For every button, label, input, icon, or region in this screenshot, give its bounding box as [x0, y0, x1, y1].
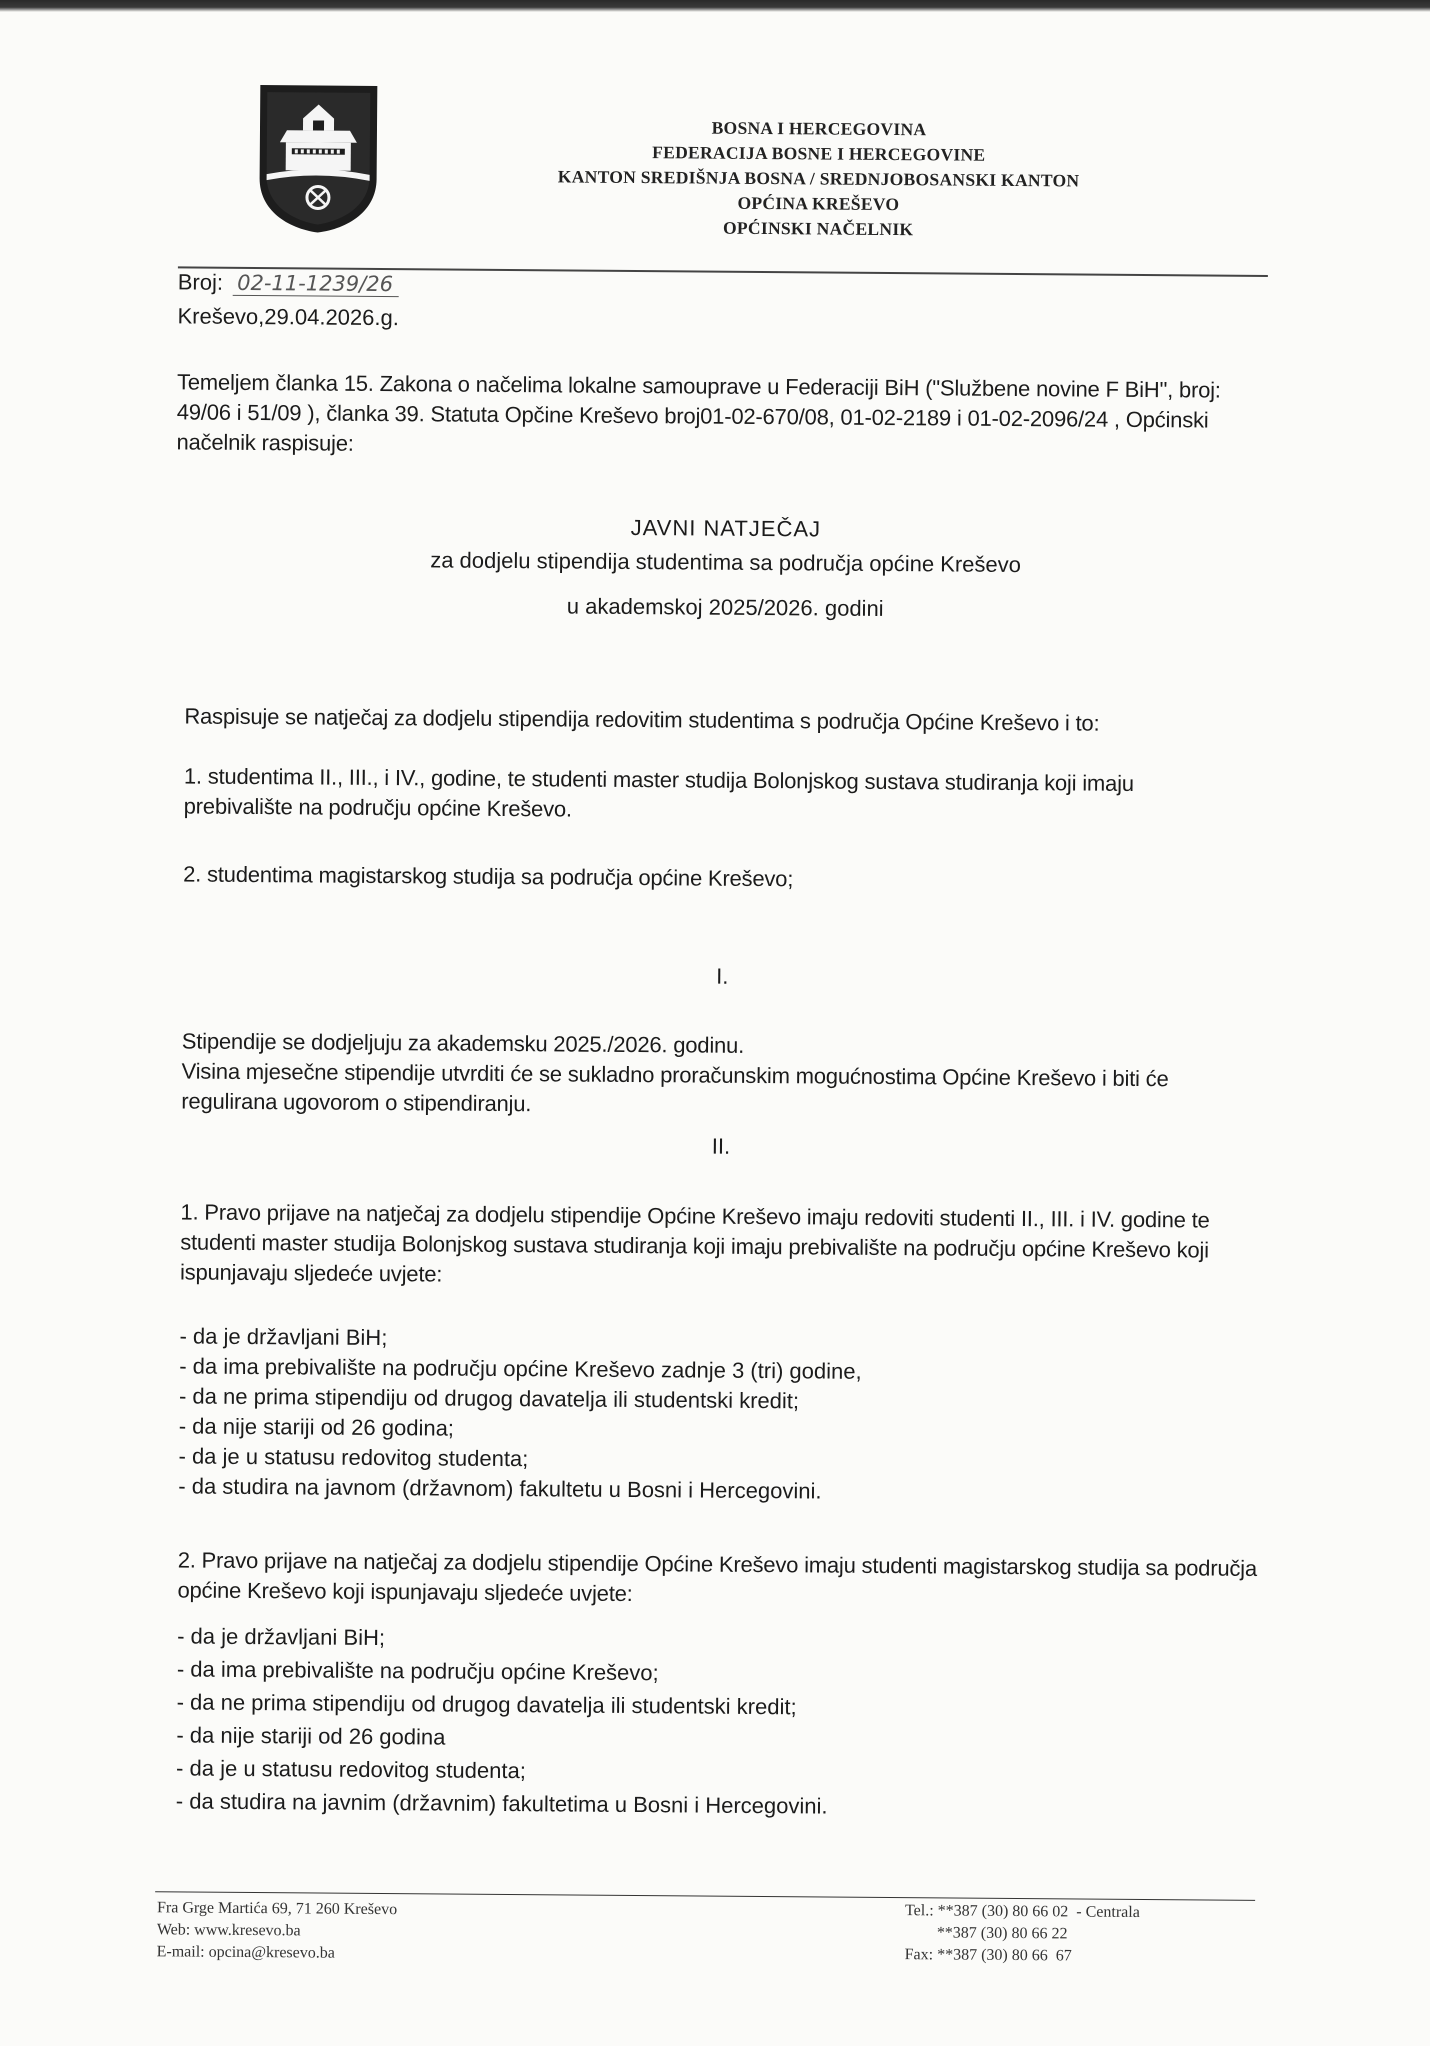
- list-item: - da ima prebivalište na području općine Kreševo;: [176, 1656, 659, 1686]
- list-item: - da je državljani BiH;: [177, 1623, 386, 1651]
- document-title: JAVNI NATJEČAJ: [630, 514, 822, 542]
- eligibility-item-1: 1. studentima II., III., i IV., godine, te studenti master studija Bolonjskog sustava studiranja koji imaju prebivalište na području općine Kreševo.: [183, 763, 1134, 822]
- header-line-municipality: OPĆINA KREŠEVO: [737, 192, 900, 215]
- header-line-country: BOSNA I HERCEGOVINA: [711, 117, 927, 140]
- reference-value-handwritten: 02-11-1239/26: [233, 271, 399, 297]
- list-item: - da je u statusu redovitog studenta;: [178, 1443, 529, 1472]
- section-1-text: Stipendije se dodjeljuju za akademsku 2025./2026. godinu. Visina mjesečne stipendije utvrditi će se sukladno proračunskim mogućnostima Općine Kreševo i biti će regulirana ugovorom o stipendiranju.: [181, 1028, 1169, 1117]
- document-subtitle-year: u akademskoj 2025/2026. godini: [566, 593, 884, 621]
- section-numeral-2: II.: [711, 1133, 731, 1159]
- footer-tel-central: Tel.: **387 (30) 80 66 02 - Centrala: [904, 1902, 1140, 1922]
- footer-contact: [157, 1897, 398, 1965]
- footer-phones: [905, 1900, 1140, 1968]
- header-line-office: OPĆINSKI NAČELNIK: [722, 217, 914, 240]
- eligibility-item-2: 2. studentima magistarskog studija sa područja općine Kreševo;: [183, 861, 794, 892]
- list-item: - da je državljani BiH;: [179, 1323, 388, 1351]
- section-2-paragraph-1: 1. Pravo prijave na natječaj za dodjelu stipendije Općine Kreševo imaju redoviti studenti II., III. i IV. godine te studenti master studija Bolonjskog sustava studiranja koji imaju prebivalište na području općine Kreševo koji ispunjavaju sljedeće uvjete:: [179, 1199, 1210, 1287]
- list-item: - da studira na javnom (državnom) fakultetu u Bosni i Hercegovini.: [178, 1473, 822, 1504]
- show-through-text: [286, 472, 292, 495]
- reference-number: [178, 269, 399, 297]
- list-item: - da ne prima stipendiju od drugog davatelja ili studentski kredit;: [176, 1689, 797, 1720]
- list-item: - da nije stariji od 26 godina;: [178, 1413, 455, 1441]
- header-line-canton: KANTON SREDIŠNJA BOSNA / SREDNJOBOSANSKI KANTON: [557, 166, 1080, 191]
- section-2-paragraph-2: 2. Pravo prijave na natječaj za dodjelu stipendije Općine Kreševo imaju studenti magistarskog studija sa područja općine Kreševo koji ispunjavaju sljedeće uvjete:: [177, 1547, 1258, 1607]
- conditions-list-1: [178, 1321, 1239, 1509]
- list-item: - da studira na javnim (državnim) fakultetima u Bosni i Hercegovini.: [175, 1788, 828, 1819]
- header-line-federation: FEDERACIJA BOSNE I HERCEGOVINE: [652, 142, 986, 165]
- section-numeral-1: I.: [716, 963, 729, 989]
- document-date: Kreševo,29.04.2026.g.: [177, 303, 400, 331]
- footer-web: Web: www.kresevo.ba: [156, 1921, 301, 1940]
- footer-fax: Fax: **387 (30) 80 66 67: [904, 1946, 1072, 1965]
- footer-tel-2: **387 (30) 80 66 22: [904, 1924, 1068, 1943]
- coat-of-arms-icon: [256, 82, 380, 235]
- document-subtitle: za dodjelu stipendija studentima sa područja općine Kreševo: [430, 547, 1022, 578]
- list-item: - da je u statusu redovitog studenta;: [176, 1755, 526, 1784]
- institution-header: [518, 114, 1119, 244]
- legal-basis-paragraph: Temeljem članka 15. Zakona o načelima lokalne samouprave u Federaciji BiH ("Službene novine F BiH", broj: 49/06 i 51/09 ), članka 39. Statuta Opčine Kreševo broj01-02-670/08, 01-02-2189 i 01-02-2096/24 , Općinski načelnik raspisuje:: [176, 369, 1221, 456]
- lead-paragraph: Raspisuje se natječaj za dodjelu stipendija redovitim studentima s područja Općine Kreševo i to:: [184, 703, 1100, 736]
- reference-label: Broj:: [177, 269, 224, 295]
- footer-address: Fra Grge Martića 69, 71 260 Kreševo: [156, 1899, 398, 1919]
- conditions-list-2: [176, 1619, 1238, 1825]
- list-item: - da ne prima stipendiju od drugog davatelja ili studentski kredit;: [178, 1383, 800, 1414]
- list-item: - da ima prebivalište na području općine Kreševo zadnje 3 (tri) godine,: [179, 1353, 862, 1384]
- footer-email: E-mail: opcina@kresevo.ba: [156, 1943, 335, 1962]
- list-item: - da nije stariji od 26 godina: [176, 1722, 446, 1750]
